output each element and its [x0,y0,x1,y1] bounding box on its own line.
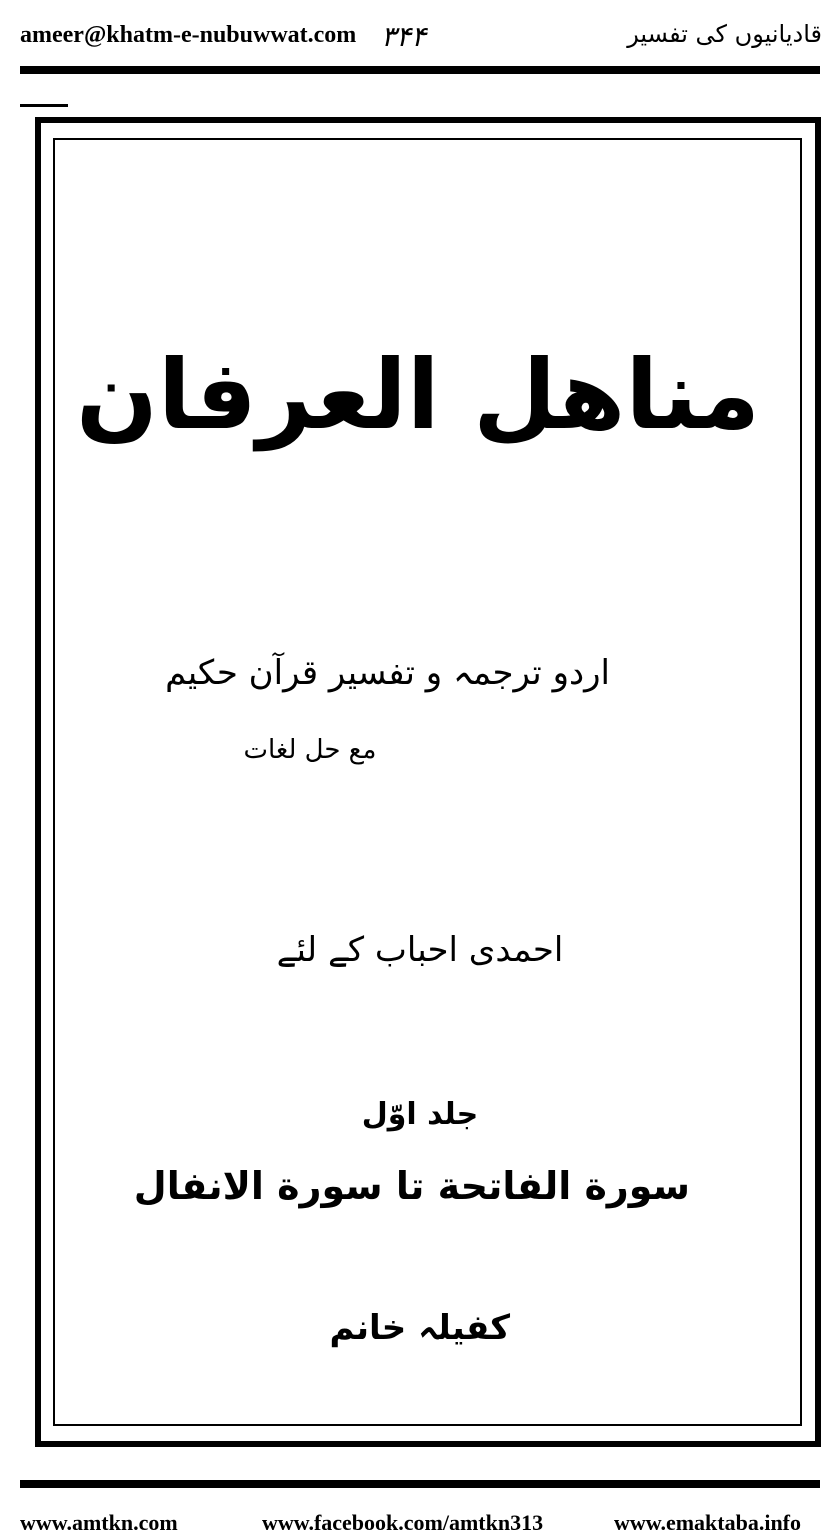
cover-range: سورة الفاتحة تا سورة الانفال [133,1164,690,1208]
cover-volume: جلد اوّل [361,1097,479,1132]
footer-link-amtkn[interactable]: www.amtkn.com [20,1510,178,1535]
footer-link-emaktaba[interactable]: www.emaktaba.info [614,1510,802,1535]
page-number: ۳۴۴ [381,20,427,53]
footer-rule [20,1480,820,1488]
header-email: ameer@khatm-e-nubuwwat.com [20,22,357,48]
header-rule [20,66,820,74]
cover-title: مناهل العرفان [75,339,760,451]
footer-link-facebook[interactable]: www.facebook.com/amtkn313 [262,1510,544,1535]
cover-author: کفیلہ خانم [329,1308,510,1348]
book-name: قادیانیوں کی تفسیر [627,20,822,48]
cover-subtitle: اردو ترجمہ و تفسیر قرآن حکیم [165,653,610,693]
cover-audience: احمدی احباب کے لئے [276,930,564,970]
small-dash [20,104,68,107]
cover-subtitle-note: مع حل لغات [243,735,377,765]
